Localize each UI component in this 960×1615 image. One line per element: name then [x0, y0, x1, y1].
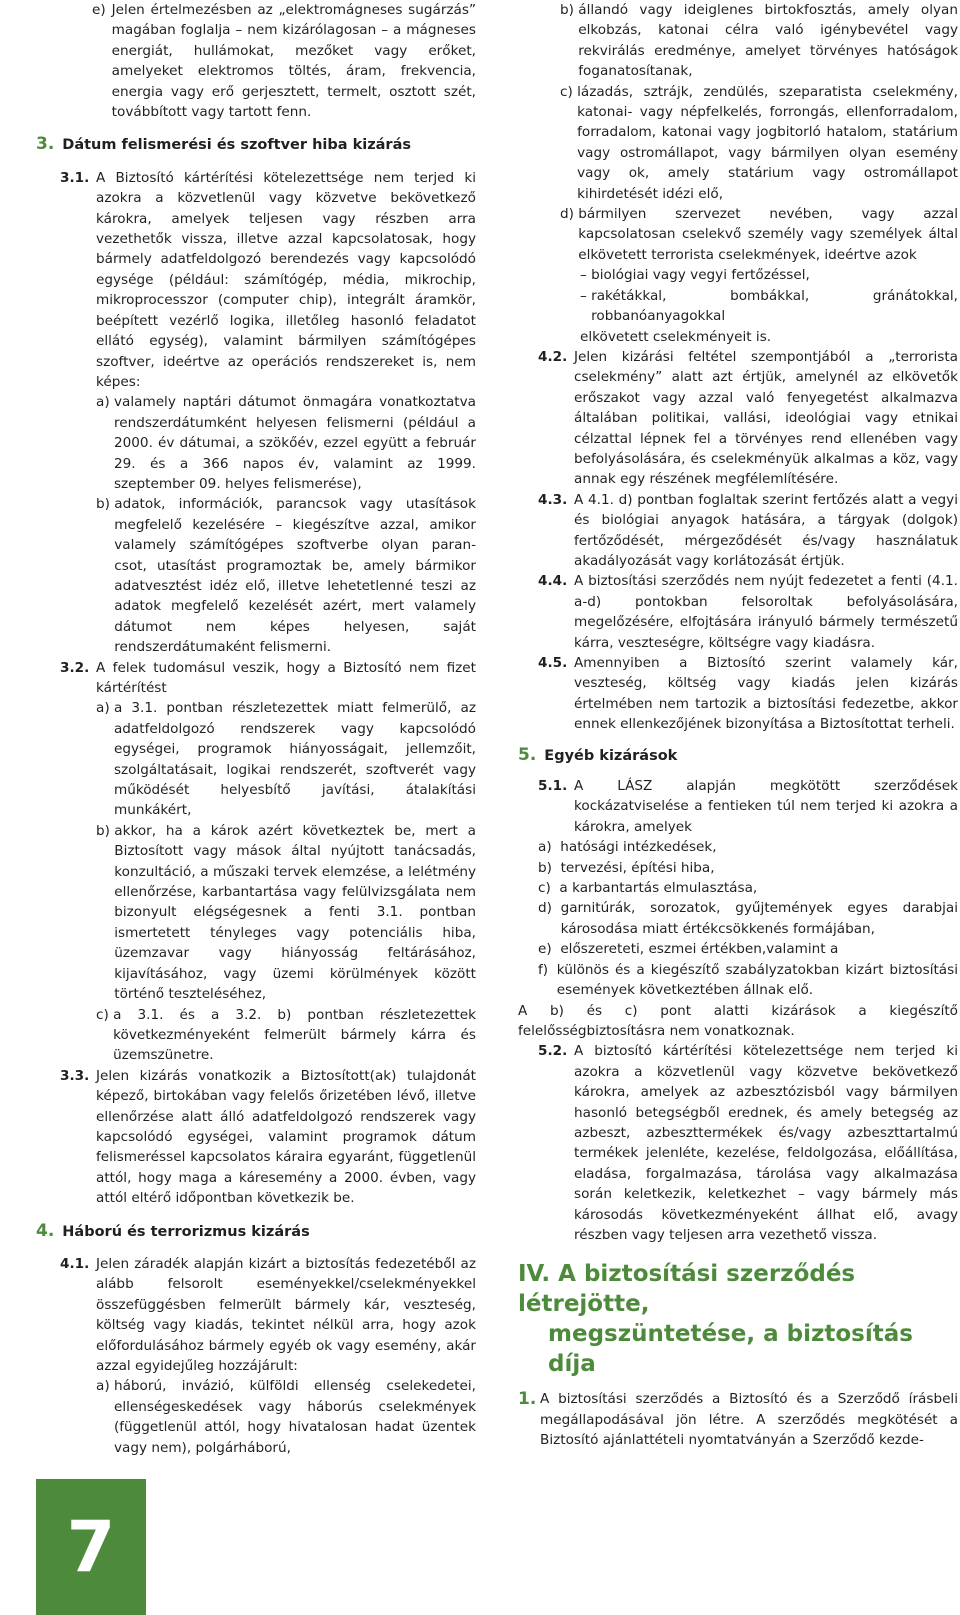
sublist [36, 392, 476, 657]
clause-number: 4.4. [538, 573, 568, 590]
item-text: biológiai vagy vegyi fertőzéssel, [591, 267, 810, 284]
item-text: háború, invázió, külföldi ellenség cselekedetei, ellenségeskedések vagy háborús cselekmények (függetlenül attól, hogy hivatalosan hadat üzentek vagy nem), polgárháború, [113, 1378, 476, 1456]
list-item [538, 858, 958, 878]
section-number: 4. [36, 1220, 55, 1241]
list-item [36, 0, 476, 122]
list-item [96, 392, 476, 494]
item-label: c) [96, 1006, 114, 1023]
section-heading [36, 134, 476, 155]
page-number-badge [36, 1479, 146, 1615]
item-label: a) [96, 1378, 114, 1395]
clause-text: Jelen kizárási feltétel szempontjából a „terrorista cselekmény” alatt azt értjük, amelynél az elkövetők erőszakot vagy azzal való fenyegetést alkalmazva általában politikai, vallási, ideológiai vagy etnikai célzattal lépnek fel a törvényes rend ellenében vagy befolyásolására, és cselekményük alkalmas a köz, vagy annak egy részének megfélemlítésére. [574, 348, 958, 488]
sublist [36, 698, 476, 1065]
list-item [96, 821, 476, 1005]
item-label: – [580, 287, 592, 304]
item-text: garnitúrák, sorozatok, gyűjtemények egyes darabjai károsodása miatt értékcsökkenés formájában, [560, 900, 958, 937]
clause-text: Jelen kizárás vonatkozik a Biztosított(ak) tulajdonát képező, birtokában vagy felelős őrizetében lévő, illetve ellenőrzése alatt álló adatfeldolgozó rendszerek vagy kapcsolódó egységei, valamint programok dátum felismeréssel kapcsolatos káraira egyaránt, függetlenül attól, hogy maga a káresemény a 2000. évben, vagy attól eltérő időpontban következik be. [96, 1067, 476, 1207]
list-item [96, 698, 476, 820]
item-text: bármilyen szervezet nevében, vagy azzal kapcsolatosan cselekvő személy vagy személyek által elkövetett terrorista cselekmények, ideértve azok [578, 206, 958, 263]
item-label: b) [96, 496, 115, 513]
clause [36, 168, 476, 392]
item-label: a) [96, 700, 114, 717]
item-text: a 3.1. pontban részletezettek miatt felmerülő, az adatfeldolgozó rendszerek vagy kapcsolódó egységei, programok hiányosságait, jellemzőit, szolgáltatásait, logikai rendszerét, szoftverét vagy működését helyesbítő javítási, átalakítási munkákért, [113, 700, 476, 819]
list-item [96, 494, 476, 657]
list-item [538, 837, 958, 857]
dash-list [560, 265, 958, 347]
list-item [96, 1005, 476, 1066]
section-heading [518, 745, 958, 766]
list-item [538, 939, 958, 959]
clause [518, 653, 958, 735]
list-item [538, 960, 958, 1001]
item-label: d) [538, 900, 561, 917]
clause-number: 4.2. [538, 348, 568, 365]
item-label: c) [560, 83, 578, 100]
list-item [580, 265, 958, 285]
clause-number: 1. [518, 1389, 537, 1410]
clause [518, 490, 958, 572]
clause-text: A biztosítási szerződés a Biztosító és a Szerződő írásbeli megállapodásával jön létre. A szerződés megkötését a Biztosító ajánlattételi nyomtatványán a Szerződő kezde- [540, 1391, 958, 1449]
clause [36, 1066, 476, 1209]
item-label: b) [538, 859, 561, 876]
clause [518, 1041, 958, 1245]
clause-text: Amennyiben a Biztosító szerint valamely kár, veszteség, költség vagy kiadás jelen kizárás értelmében nem tartozik a biztosítási fedezetbe, akkor ennek ellenkezőjének bizonyítása a Biztosítottat terheli. [574, 655, 958, 733]
item-label: f) [538, 961, 557, 978]
clause-number: 3.2. [60, 659, 90, 676]
item-text: hatósági intézkedések, [560, 839, 717, 856]
clause-text: A biztosító kártérítési kötelezettsége nem terjed ki azokra a közvetlenül vagy közvetve bekövetkező károkra, amelyek az azbesztózisból vagy bármilyen hasonló betegségből erednek, és amely betegség az azbeszt, azbeszttermékek és/vagy azbeszttartalmú termékek jelenléte, kezelése, feldolgozása, előállítása, eladása, forgalmazása, tárolása vagy alkalmazása során keletkezik, keletkezhet – vagy bármely más károsodás következményeként állhat elő, avagy részben vagy teljesen arra vezethető vissza. [574, 1043, 958, 1243]
clause [36, 1254, 476, 1376]
item-text: tervezési, építési hiba, [560, 859, 715, 876]
clause-text: Jelen záradék alapján kizárt a biztosítás fedezetéből az alább felsorolt eseményekkel/cselekményekkel összefüggésben felmerült bármely kár, veszteség, költség vagy kiadás, tekintet nélkül arra, hogy azok előfordulásához bármely egyéb ok vagy esemény, akár azzal egyidejűleg hozzájárult: [96, 1255, 476, 1374]
section-number: 5. [518, 744, 537, 765]
list-item [580, 286, 958, 327]
page-number: 7 [66, 1505, 116, 1588]
item-label: a) [538, 839, 561, 856]
item-text: elkövetett cselekményeit is. [580, 328, 772, 345]
item-text: állandó vagy ideiglenes birtokfosztás, amely olyan elkobzás, katonai célra való igénybevétel vagy rekvirálás eredménye, amelyet törvényes hatóságok foganatosítanak, [578, 2, 958, 80]
clause-text: A LÁSZ alapján megkötött szerződések kockázatviselése a fentieken túl nem terjed ki azokra a károkra, amelyek [574, 778, 958, 835]
sublist [518, 837, 958, 1000]
clause-number: 4.5. [538, 655, 568, 671]
clause-number: 5.2. [538, 1043, 568, 1060]
clause [518, 571, 958, 653]
chapter-title-line: A biztosítási szerződés létrejötte, [518, 1261, 856, 1318]
section-title: Dátum felismerési és szoftver hiba kizárás [62, 137, 411, 154]
item-text: adatok, információk, parancsok vagy utasítások megfelelő kezelésére – kiegészítve azzal, amikor valamely számítógépes szoftverbe olyan paran- csot, utasítást programoztak be, amely bármikor adatvesztést idéz elő, illetve lehetetlenné teszi az adatok megfelelő kezelését azért, mert valamely dátumot nem képes helyesen, saját rendszerdátumaként felismerni. [114, 496, 476, 656]
list-item [560, 82, 958, 204]
list-item [560, 204, 958, 265]
right-column [518, 0, 958, 1451]
clause-number: 3.3. [60, 1067, 90, 1084]
item-text: lázadás, sztrájk, zendülés, szeparatista cselekmény, katonai- vagy népfelkelés, forrongás, ellenforradalom, forradalom, katonai vagy jogbitorló hatalom, statárium vagy ostromállapot, vagy bármilyen olyan esemény vagy ok, amely statárium vagy ostromállapot kihirdetését idézi elő, [577, 83, 958, 202]
chapter-number: IV. [518, 1261, 551, 1288]
chapter-heading [518, 1259, 958, 1379]
list-item [96, 1376, 476, 1458]
item-text: előszereteti, eszmei értékben,valamint a [560, 941, 839, 958]
item-text: valamely naptári dátumot önmagára vonatkoztatva rendszerdátumként helyesen felismerni (például a 2000. év dátumai, a szökőév, ezzel együtt a február 29. és a 366 napos év, valamint az 1999. szeptember 09. helyes felismerése), [113, 394, 476, 492]
item-label: – [580, 267, 592, 284]
item-text: akkor, ha a károk azért következtek be, mert a Biztosított vagy mások által nyújtott tanácsadás, konzultáció, a műszaki tervek elemzése, a lelétmény ellenőrzése, karbantartása vagy felülvizsgálata nem bizonyult elégségesnek a fenti 3.1. pontban ismertetett tényleges vagy potenciális hiba, üzemzavar vagy hiányosság feltárásához, kijavításához, vagy üzemi körülmények között történő teszteléséhez, [114, 822, 476, 1003]
item-text: Jelen értelmezésben az „elektromágneses sugárzás” magában foglalja – nem kizárólagosan – a mágneses energiát, hullámokat, mezőket vagy erőket, amelyeket elektromos töltés, áram, frekvencia, energia vagy erő gerjesztett, termelt, osztott szét, továbbított vagy tartott fenn. [111, 2, 476, 121]
section-heading [36, 1221, 476, 1242]
sublist [518, 0, 958, 347]
item-label: a) [96, 394, 114, 411]
item-text: rakétákkal, bombákkal, gránátokkal, robbanóanyagokkal [591, 287, 958, 325]
sublist [36, 1376, 476, 1458]
clause-text: A 4.1. d) pontban foglaltak szerint fertőzés alatt a vegyi és biológiai anyagok hatására, a tárgyak (dolgok) fertőződését, mérgeződését és/vagy használatuk akadályozását vagy korlátozását értjük. [574, 491, 958, 569]
section-title: Egyéb kizárások [544, 747, 678, 764]
left-column [36, 0, 476, 1458]
section-number: 3. [36, 134, 55, 155]
chapter-title-line: megszüntetése, a biztosítás díja [548, 1321, 913, 1378]
list-item [560, 0, 958, 82]
clause-text: A Biztosító kártérítési kötelezettsége nem terjed ki azokra a közvetlenül vagy közvetve bekövetkező károkra, amelyek teljesen vagy részben arra vezethetők vissza, illetve azzal kapcsolatosak, hogy bármely adatfeldolgozó berendezés vagy kapcsolódó egysége (például: számítógép, média, mikrochip, mikroprocesszor (computer chip), integrált áramkör, beépített vezérlő logika, illetőleg hasonló feladatot ellátó egység), valamint bármilyen számítógépes szoftver, ideértve az operációs rendszereket is, nem képes: [96, 169, 476, 390]
clause-number: 4.1. [60, 1255, 90, 1272]
clause [518, 776, 958, 837]
note-paragraph: A b) és c) pont alatti kizárások a kiegészítő felelősségbiztosításra nem vonatkoznak. [518, 1002, 958, 1039]
list-item [538, 898, 958, 939]
item-label: e) [538, 941, 561, 958]
clause [36, 658, 476, 699]
item-text: különös és a kiegészítő szabályzatokban kizárt biztosítási események következtében állnak elő. [556, 961, 958, 999]
item-text: a 3.1. és a 3.2. b) pontban részletezettek következményeként felmerült bármely kárra és üzemszünetre. [113, 1006, 476, 1064]
clause-text: A felek tudomásul veszik, hogy a Biztosító nem fizet kártérítést [96, 659, 476, 696]
clause-number: 4.3. [538, 491, 568, 508]
list-item [538, 878, 958, 898]
clause-number: 3.1. [60, 169, 90, 186]
item-label: d) [560, 206, 579, 223]
clause [518, 347, 958, 490]
item-label: b) [96, 822, 115, 839]
item-label: c) [538, 880, 560, 897]
clause [518, 1389, 958, 1450]
clause-text: A biztosítási szerződés nem nyújt fedezetet a fenti (4.1. a-d) pontokban felsoroltak befolyásolására, megelőzésére, elfojtására irányuló bármely természetű kárra, veszteségre, költségre vagy kiadásra. [574, 573, 958, 651]
section-title: Háború és terrorizmus kizárás [62, 1223, 310, 1240]
item-label: b) [560, 2, 579, 18]
item-text: a karbantartás elmulasztása, [559, 880, 758, 897]
item-label: e) [92, 2, 106, 18]
clause-number: 5.1. [538, 778, 568, 795]
